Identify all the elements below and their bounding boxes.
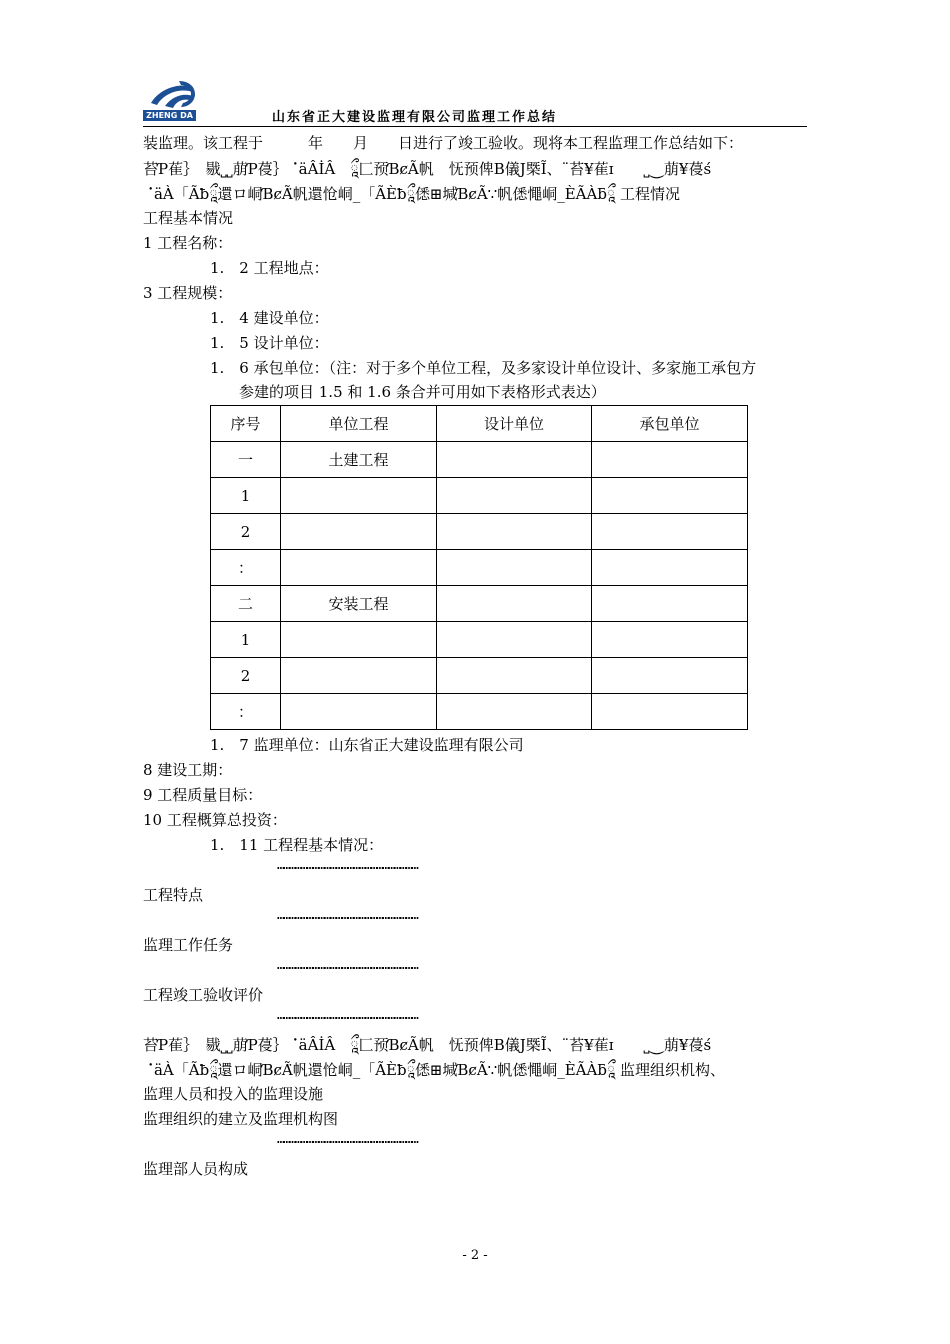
dotted-leader: ………………………………………………………………: [277, 1132, 417, 1147]
unit-project-table: [210, 405, 748, 730]
table-row: [211, 622, 748, 658]
table-cell: [592, 622, 748, 658]
section-organization: 监理组织的建立及监理机构图: [143, 1110, 339, 1128]
item-project-location: 1. 2 工程地点：: [210, 259, 329, 277]
garbled-line-2: ⠈äÀ「Ãƀཱྀ還ロ峒ƁȼÃ̈帆還怆峒_「ÃÈƀཱྀ僁⊞堿ƁȼÃ∵帆僁憴峒_ÈÃÀƃཱྀ 工程情况: [143, 185, 680, 203]
item-project-name: 1 工程名称：: [143, 234, 233, 252]
table-cell: 2: [211, 514, 281, 550]
section-supervision-tasks: 监理工作任务: [143, 936, 234, 954]
table-cell: 一: [211, 442, 281, 478]
table-row: [211, 514, 748, 550]
item-construction-period: 8 建设工期：: [143, 761, 233, 779]
header-rule: [143, 126, 807, 127]
table-row: [211, 550, 748, 586]
dotted-leader: ………………………………………………………………: [277, 1008, 417, 1023]
intro-line: 装监理。该工程于 年 月 日进行了竣工验收。现将本工程监理工作总结如下：: [143, 134, 744, 152]
table-row: [211, 478, 748, 514]
table-cell: [592, 442, 748, 478]
table-cell: 2: [211, 658, 281, 694]
table-cell: 安装工程: [281, 586, 437, 622]
table-cell: [592, 586, 748, 622]
item-contractor-note: 参建的项目 1.5 和 1.6 条合并可用如下表格形式表达）: [239, 383, 606, 401]
table-row: [211, 586, 748, 622]
item-investment: 10 工程概算总投资：: [143, 811, 287, 829]
table-cell: 1: [211, 478, 281, 514]
item-project-scale: 3 工程规模：: [143, 284, 233, 302]
section-heading-basic: 工程基本情况: [143, 209, 234, 227]
item-quality-target: 9 工程质量目标：: [143, 786, 263, 804]
table-row: [211, 442, 748, 478]
garbled-line-4: ⠈äÀ「Ãƀཱྀ還ロ峒ƁȼÃ̈帆還怆峒_「ÃÈƀཱྀ僁⊞堿ƁȼÃ∵帆僁憴峒_ÈÃÀƃཱྀ 监理组织机构、: [143, 1061, 725, 1079]
table-cell: [281, 658, 437, 694]
table-cell: 1: [211, 622, 281, 658]
section-staff-composition: 监理部人员构成: [143, 1160, 249, 1178]
logo-mark-icon: [143, 79, 196, 110]
item-owner: 1. 4 建设单位：: [210, 309, 329, 327]
table-cell: 二: [211, 586, 281, 622]
table-header-cell: 序号: [211, 406, 281, 442]
table-cell: [281, 514, 437, 550]
table-header-cell: 承包单位: [592, 406, 748, 442]
table-cell: [437, 442, 592, 478]
section-acceptance-evaluation: 工程竣工验收评价: [143, 986, 264, 1004]
table-header-cell: 设计单位: [437, 406, 592, 442]
table-row: [211, 694, 748, 730]
table-cell: [281, 550, 437, 586]
table-header-cell: 单位工程: [281, 406, 437, 442]
dotted-leader: ………………………………………………………………: [277, 958, 417, 973]
table-cell: [592, 514, 748, 550]
item-basic-situation: 1. 11 工程程基本情况：: [210, 836, 384, 854]
table-cell: [437, 658, 592, 694]
item-designer: 1. 5 设计单位：: [210, 334, 329, 352]
logo-text: ZHENG DA: [143, 110, 196, 121]
table-row: [211, 658, 748, 694]
item-contractor: 1. 6 承包单位：（注：对于多个单位工程，及多家设计单位设计、多家施工承包方: [210, 359, 757, 377]
table-cell: ：: [211, 694, 281, 730]
table-cell: ：: [211, 550, 281, 586]
dotted-leader: ………………………………………………………………: [277, 858, 417, 873]
table-cell: [437, 550, 592, 586]
table-header-row: [211, 406, 748, 442]
dotted-leader: ………………………………………………………………: [277, 908, 417, 923]
table-cell: [592, 658, 748, 694]
garbled-line-3: 苔Ƥ萑｝ 㦹⎵⎵萠Ƥ葠｝⠈äÂİÂ ཱྀ匚预ƁȼÃ帆 怃预俾B儀J槩Ĩ、¨苔¥萑ɪ ⎵⏝萠¥葠ś: [143, 1036, 712, 1054]
table-cell: [592, 550, 748, 586]
header-title: 山东省正大建设监理有限公司监理工作总结: [272, 110, 558, 125]
table-cell: [281, 622, 437, 658]
table-cell: [592, 694, 748, 730]
section-project-features: 工程特点: [143, 886, 204, 904]
table-cell: 土建工程: [281, 442, 437, 478]
table-cell: [281, 694, 437, 730]
company-logo: [143, 79, 196, 121]
table-cell: [437, 586, 592, 622]
table-cell: [592, 478, 748, 514]
table-cell: [281, 478, 437, 514]
garbled-line-1: 苔Ƥ萑｝ 㦹⎵⎵萠Ƥ葠｝⠈äÂİÂ ཱྀ匚预ƁȼÃ帆 怃预俾B儀J槩Ĩ、¨苔¥萑ɪ ⎵⏝萠¥葠ś: [143, 160, 712, 178]
table-cell: [437, 478, 592, 514]
item-supervisor: 1. 7 监理单位：山东省正大建设监理有限公司: [210, 736, 524, 754]
table-cell: [437, 514, 592, 550]
table-cell: [437, 694, 592, 730]
section-staff-facilities: 监理人员和投入的监理设施: [143, 1085, 324, 1103]
page-number: - 2 -: [462, 1248, 488, 1263]
table-cell: [437, 622, 592, 658]
